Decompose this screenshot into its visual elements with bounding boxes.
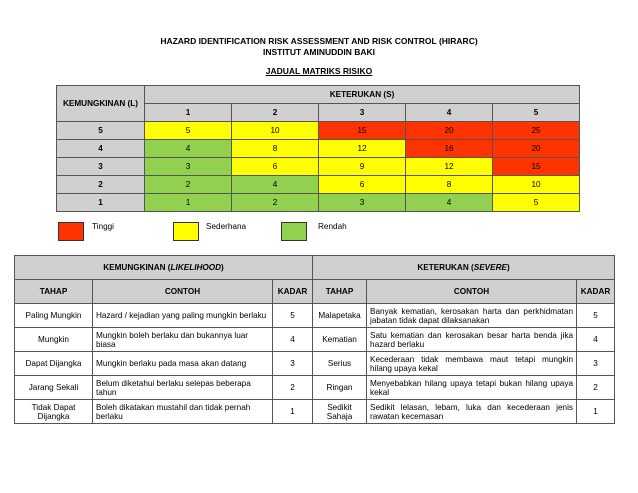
likelihood-contoh: Boleh dikatakan mustahil dan tidak pernah berlaku xyxy=(93,400,273,424)
matrix-row xyxy=(57,140,580,158)
risk-score-cell: 16 xyxy=(406,140,493,158)
col-contoh: CONTOH xyxy=(367,280,577,304)
likelihood-level: 1 xyxy=(57,194,145,212)
severity-tahap: Ringan xyxy=(313,376,367,400)
legend-high-label: Tinggi xyxy=(92,222,114,231)
risk-score-cell: 15 xyxy=(319,122,406,140)
matrix-row xyxy=(57,194,580,212)
description-table xyxy=(14,255,615,424)
risk-score-cell: 10 xyxy=(493,176,580,194)
col-tahap: TAHAP xyxy=(313,280,367,304)
likelihood-level: 4 xyxy=(57,140,145,158)
description-row xyxy=(15,304,615,328)
severity-tahap: Serius xyxy=(313,352,367,376)
risk-score-cell: 9 xyxy=(319,158,406,176)
risk-score-cell: 12 xyxy=(406,158,493,176)
risk-score-cell: 20 xyxy=(493,140,580,158)
risk-score-cell: 1 xyxy=(145,194,232,212)
col-kadar: KADAR xyxy=(273,280,313,304)
likelihood-section-header: KEMUNGKINAN (LIKELIHOOD) xyxy=(15,256,313,280)
risk-score-cell: 25 xyxy=(493,122,580,140)
severity-contoh: Satu kematian dan kerosakan besar harta benda jika hazard berlaku xyxy=(367,328,577,352)
risk-score-cell: 6 xyxy=(319,176,406,194)
risk-score-cell: 12 xyxy=(319,140,406,158)
risk-score-cell: 3 xyxy=(145,158,232,176)
likelihood-tahap: Paling Mungkin xyxy=(15,304,93,328)
severity-tahap: Malapetaka xyxy=(313,304,367,328)
likelihood-tahap: Jarang Sekali xyxy=(15,376,93,400)
severity-kadar: 2 xyxy=(577,376,615,400)
likelihood-tahap: Dapat Dijangka xyxy=(15,352,93,376)
severity-axis-header: KETERUKAN (S) xyxy=(145,86,580,104)
severity-contoh: Sedikit lelasan, lebam, luka dan kecederaan jenis rawatan kecemasan xyxy=(367,400,577,424)
legend-medium-swatch xyxy=(173,222,199,241)
legend-low-label: Rendah xyxy=(318,222,347,231)
risk-score-cell: 5 xyxy=(145,122,232,140)
likelihood-tahap: Tidak Dapat Dijangka xyxy=(15,400,93,424)
col-tahap: TAHAP xyxy=(15,280,93,304)
likelihood-kadar: 3 xyxy=(273,352,313,376)
likelihood-level: 5 xyxy=(57,122,145,140)
description-row xyxy=(15,352,615,376)
severity-tahap: Sedikit Sahaja xyxy=(313,400,367,424)
likelihood-axis-header: KEMUNGKINAN (L) xyxy=(57,86,145,122)
col-kadar: KADAR xyxy=(577,280,615,304)
risk-score-cell: 15 xyxy=(493,158,580,176)
severity-level: 5 xyxy=(493,104,580,122)
likelihood-contoh: Hazard / kejadian yang paling mungkin berlaku xyxy=(93,304,273,328)
severity-contoh: Kecederaan tidak membawa maut tetapi mungkin hilang upaya kekal xyxy=(367,352,577,376)
likelihood-contoh: Belum diketahui berlaku selepas beberapa tahun xyxy=(93,376,273,400)
severity-kadar: 4 xyxy=(577,328,615,352)
risk-score-cell: 2 xyxy=(145,176,232,194)
doc-title: HAZARD IDENTIFICATION RISK ASSESSMENT AND RISK CONTROL (HIRARC) xyxy=(160,36,478,46)
likelihood-contoh: Mungkin boleh berlaku dan bukannya luar biasa xyxy=(93,328,273,352)
severity-level: 1 xyxy=(145,104,232,122)
risk-matrix-table xyxy=(56,85,580,212)
risk-score-cell: 8 xyxy=(406,176,493,194)
severity-kadar: 5 xyxy=(577,304,615,328)
likelihood-tahap: Mungkin xyxy=(15,328,93,352)
risk-score-cell: 4 xyxy=(145,140,232,158)
risk-score-cell: 20 xyxy=(406,122,493,140)
risk-score-cell: 10 xyxy=(232,122,319,140)
likelihood-kadar: 5 xyxy=(273,304,313,328)
likelihood-contoh: Mungkin berlaku pada masa akan datang xyxy=(93,352,273,376)
likelihood-kadar: 4 xyxy=(273,328,313,352)
matrix-row xyxy=(57,122,580,140)
risk-score-cell: 5 xyxy=(493,194,580,212)
matrix-title: JADUAL MATRIKS RISIKO xyxy=(265,66,373,76)
likelihood-level: 2 xyxy=(57,176,145,194)
severity-tahap: Kematian xyxy=(313,328,367,352)
severity-contoh: Menyebabkan hilang upaya tetapi bukan hilang upaya kekal xyxy=(367,376,577,400)
risk-score-cell: 2 xyxy=(232,194,319,212)
legend-low-swatch xyxy=(281,222,307,241)
matrix-row xyxy=(57,176,580,194)
severity-level: 4 xyxy=(406,104,493,122)
risk-score-cell: 3 xyxy=(319,194,406,212)
severity-contoh: Banyak kematian, kerosakan harta dan perkhidmatan jabatan tidak dapat dilaksanakan xyxy=(367,304,577,328)
likelihood-kadar: 1 xyxy=(273,400,313,424)
severity-level: 2 xyxy=(232,104,319,122)
legend-high-swatch xyxy=(58,222,84,241)
risk-score-cell: 8 xyxy=(232,140,319,158)
likelihood-level: 3 xyxy=(57,158,145,176)
severity-kadar: 1 xyxy=(577,400,615,424)
matrix-row xyxy=(57,158,580,176)
severity-level: 3 xyxy=(319,104,406,122)
institution-name: INSTITUT AMINUDDIN BAKI xyxy=(262,47,376,57)
risk-score-cell: 4 xyxy=(232,176,319,194)
description-row xyxy=(15,328,615,352)
risk-score-cell: 4 xyxy=(406,194,493,212)
legend-medium-label: Sederhana xyxy=(206,222,247,231)
description-row xyxy=(15,376,615,400)
risk-score-cell: 6 xyxy=(232,158,319,176)
description-row xyxy=(15,400,615,424)
severity-kadar: 3 xyxy=(577,352,615,376)
col-contoh: CONTOH xyxy=(93,280,273,304)
severity-section-header: KETERUKAN (SEVERE) xyxy=(313,256,615,280)
likelihood-kadar: 2 xyxy=(273,376,313,400)
